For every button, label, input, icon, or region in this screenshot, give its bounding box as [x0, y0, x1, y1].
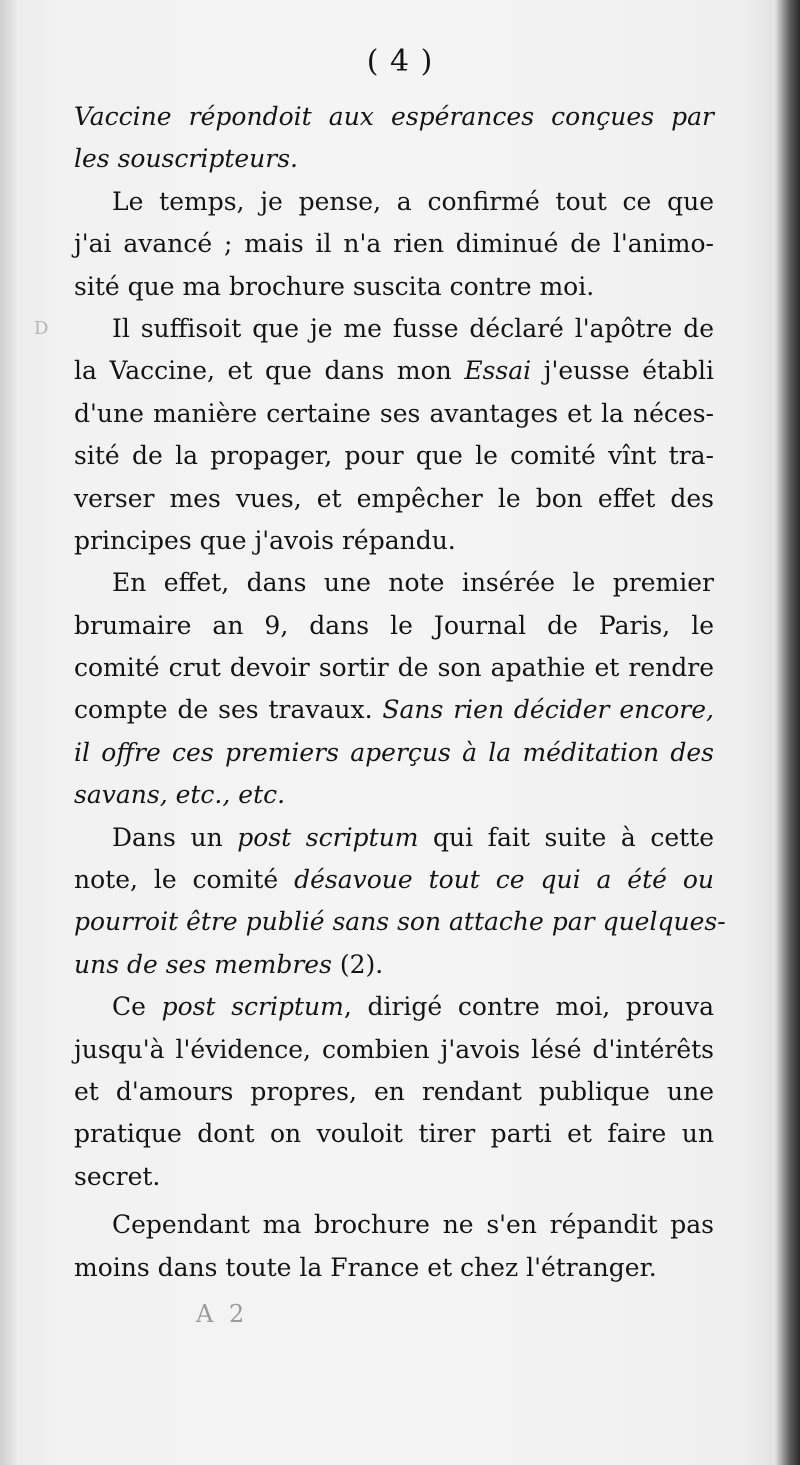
italic-run: uns de ses membres [74, 949, 332, 979]
text-line [74, 1247, 714, 1289]
paragraph [74, 181, 714, 308]
roman-run: verser mes vues, et empêcher le bon effet des [74, 483, 714, 513]
roman-run: En effet, dans une note insérée le premier [112, 568, 714, 598]
italic-run: Essai [464, 356, 532, 386]
text-line [74, 520, 714, 562]
paragraph [74, 1204, 714, 1289]
text-line [74, 859, 714, 901]
text-line [74, 689, 714, 731]
text-line [74, 478, 714, 520]
text-line [74, 986, 714, 1028]
text-line [74, 647, 714, 689]
paragraph [74, 817, 726, 987]
roman-run: Dans un [112, 822, 238, 852]
text-line [74, 435, 714, 477]
text-line [74, 96, 714, 138]
text-line [74, 266, 714, 308]
roman-run: j'eusse établi [531, 356, 714, 386]
text-line [74, 223, 714, 265]
italic-run: post scriptum [161, 992, 344, 1022]
text-line [74, 1029, 714, 1071]
margin-bleed-mark: D [34, 318, 49, 339]
roman-run: sité que ma brochure suscita contre moi. [74, 271, 595, 301]
roman-run: Ce [112, 992, 162, 1022]
text-line [74, 1156, 714, 1198]
text-line [74, 562, 714, 604]
text-line [74, 774, 714, 816]
signature-mark: A 2 [196, 1300, 249, 1328]
italic-run: il offre ces premiers aperçus à la méditation des [74, 737, 714, 767]
paragraph [74, 96, 714, 181]
roman-run: compte de ses travaux. [74, 695, 383, 725]
text-line [74, 1204, 714, 1246]
text-line [74, 393, 714, 435]
paragraph [74, 562, 714, 816]
paragraph [74, 308, 714, 562]
roman-run: qui fait suite à cette [418, 822, 715, 852]
italic-run: Sans rien décider encore, [382, 695, 714, 725]
roman-run: secret. [74, 1161, 161, 1191]
text-line [74, 1113, 714, 1155]
italic-run: pourroit être publié sans son attache par quelques- [74, 907, 726, 937]
text-line [74, 138, 714, 180]
paragraph [74, 986, 714, 1198]
roman-run: et d'amours propres, en rendant publique une [74, 1076, 714, 1106]
roman-run: d'une manière certaine ses avantages et la néces- [74, 398, 714, 428]
text-line [74, 901, 726, 943]
roman-run: sité de la propager, pour que le comité vînt tra- [74, 441, 714, 471]
roman-run: comité crut devoir sortir de son apathie et rendre [74, 653, 714, 683]
text-line [74, 350, 714, 392]
text-line [74, 944, 714, 986]
roman-run: principes que j'avois répandu. [74, 525, 456, 555]
italic-run: les souscripteurs. [74, 144, 298, 174]
italic-run: post scriptum [237, 822, 419, 852]
text-line [74, 605, 714, 647]
text-line [74, 181, 714, 223]
italic-run: désavoue tout ce qui a été ou [294, 865, 714, 895]
italic-run: Vaccine répondoit aux espérances conçues par [74, 102, 714, 131]
body-text [74, 96, 726, 1289]
text-line [74, 817, 714, 859]
text-line [74, 1071, 714, 1113]
roman-run: pratique dont on vouloit tirer parti et faire un [74, 1119, 714, 1149]
roman-run: Il suffisoit que je me fusse déclaré l'apôtre de [112, 313, 714, 343]
text-line [74, 732, 714, 774]
roman-run: la Vaccine, et que dans mon [74, 356, 465, 386]
page-number: ( 4 ) [366, 44, 434, 79]
roman-run: Cependant ma brochure ne s'en répandit pas [112, 1210, 714, 1240]
roman-run: note, le comité [74, 865, 295, 895]
roman-run: (2). [331, 949, 384, 979]
roman-run: j'ai avancé ; mais il n'a rien diminué de l'animo- [74, 229, 714, 259]
roman-run: , dirigé contre moi, prouva [343, 992, 715, 1022]
roman-run: moins dans toute la France et chez l'étranger. [74, 1252, 657, 1282]
italic-run: savans, etc., etc. [74, 780, 286, 810]
roman-run: Le temps, je pense, a confirmé tout ce que [112, 186, 714, 216]
roman-run: brumaire an 9, dans le Journal de Paris, le [74, 610, 714, 640]
roman-run: jusqu'à l'évidence, combien j'avois lésé d'intérêts [74, 1034, 714, 1064]
text-line [74, 308, 714, 350]
